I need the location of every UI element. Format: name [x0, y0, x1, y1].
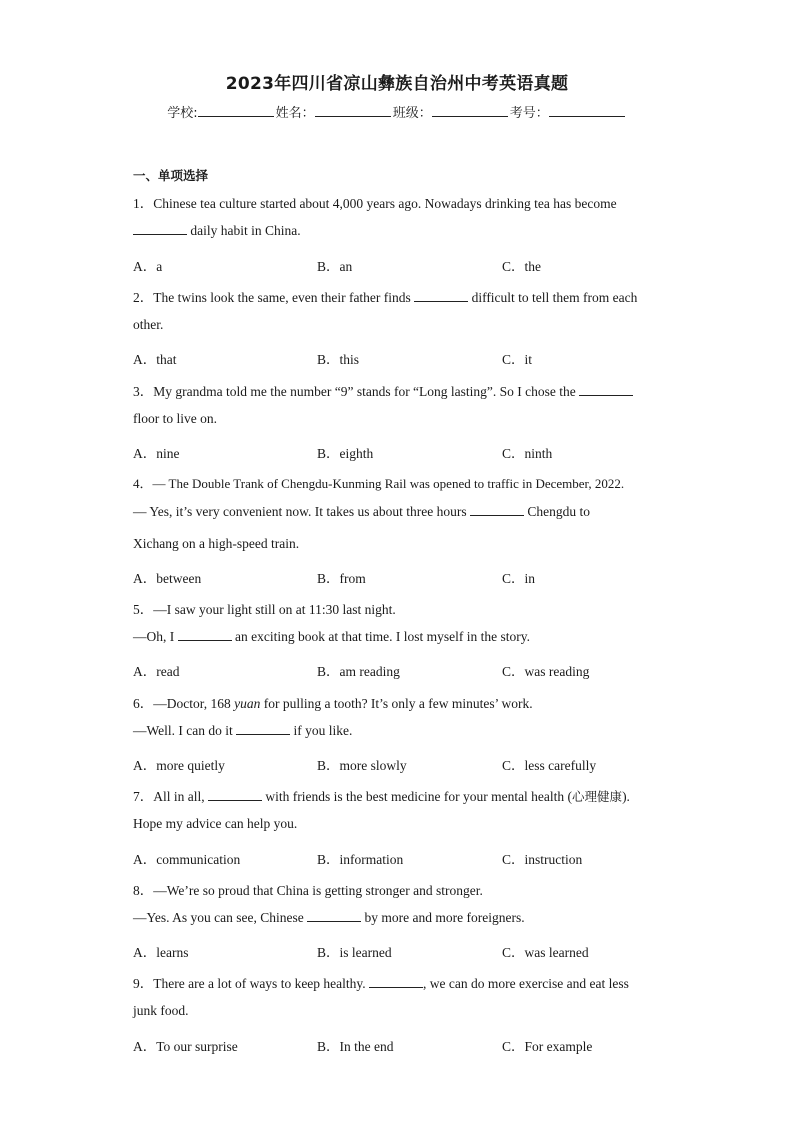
italic-term: yuan [234, 696, 261, 711]
option-c[interactable]: C．it [502, 352, 533, 367]
question-text: — Yes, it’s very convenient now. It takes us about three hours [133, 504, 470, 519]
question-text: 6．—Doctor, 168 [133, 696, 235, 711]
question-text: an exciting book at that time. I lost myself in the story. [231, 629, 530, 644]
option-b[interactable]: B．this [317, 352, 360, 367]
school-label: 学校: [167, 106, 198, 121]
option-a[interactable]: A．learns [133, 945, 189, 960]
chinese-gloss: 心理健康 [572, 789, 623, 804]
question-7-line-2: Hope my advice can help you. [133, 816, 298, 831]
question-5-line-1: 5．—I saw your light still on at 11:30 last night. [133, 602, 396, 617]
option-c[interactable]: C．For example [502, 1039, 593, 1054]
question-text: 2．The twins look the same, even their father finds [133, 290, 415, 305]
name-label: 姓名： [275, 106, 315, 121]
question-text: difficult to tell them from each [468, 290, 638, 305]
question-text: ). [622, 789, 630, 804]
option-a[interactable]: A．To our surprise [133, 1039, 238, 1054]
answer-blank [579, 385, 633, 396]
option-c[interactable]: C．in [502, 571, 536, 586]
page-title: 2023年四川省凉山彝族自治州中考英语真题 [225, 74, 569, 94]
answer-blank [208, 790, 262, 801]
question-5-line-2 [133, 629, 530, 645]
name-field[interactable] [315, 104, 391, 117]
question-text: 7．All in all, [133, 789, 208, 804]
answer-blank [307, 911, 361, 922]
question-6-line-2 [133, 723, 352, 739]
option-b[interactable]: B．information [317, 852, 404, 867]
question-8-line-2 [133, 910, 525, 926]
student-info-line [0, 102, 794, 121]
option-c[interactable]: C．was learned [502, 945, 589, 960]
question-9-line-1 [133, 972, 629, 992]
question-1-line-2 [133, 223, 301, 239]
answer-blank [133, 224, 187, 235]
option-c[interactable]: C．was reading [502, 664, 590, 679]
question-3-line-1 [133, 380, 633, 400]
option-c[interactable]: C．instruction [502, 852, 583, 867]
answer-blank [236, 724, 290, 735]
question-8-line-1: 8．—We’re so proud that China is getting stronger and stronger. [133, 883, 483, 898]
question-text: daily habit in China. [187, 223, 301, 238]
option-c[interactable]: C．ninth [502, 446, 553, 461]
option-a[interactable]: A．read [133, 664, 180, 679]
question-text: Chengdu to [523, 504, 590, 519]
question-text: for pulling a tooth? It’s only a few minutes’ work. [260, 696, 533, 711]
question-text: —Well. I can do it [133, 723, 237, 738]
option-a[interactable]: A．that [133, 352, 177, 367]
question-text: 3．My grandma told me the number “9” stands for “Long lasting”. So I chose the [133, 384, 580, 399]
option-b[interactable]: B．am reading [317, 664, 400, 679]
question-2-line-1 [133, 286, 637, 306]
answer-blank [414, 291, 468, 302]
option-a[interactable]: A．communication [133, 852, 241, 867]
question-3-line-2: floor to live on. [133, 411, 217, 426]
question-text: by more and more foreigners. [361, 910, 525, 925]
question-7-line-1 [133, 785, 630, 805]
question-1-line-1 [133, 192, 617, 212]
exam-number-field[interactable] [549, 104, 625, 117]
school-field[interactable] [198, 104, 274, 117]
option-a[interactable]: A．between [133, 571, 202, 586]
option-b[interactable]: B．an [317, 259, 353, 274]
class-field[interactable] [432, 104, 508, 117]
question-text: —Yes. As you can see, Chinese [133, 910, 308, 925]
question-6-line-1 [133, 692, 533, 712]
question-4-line-2 [133, 504, 590, 520]
option-a[interactable]: A．more quietly [133, 758, 225, 773]
option-a[interactable]: A．nine [133, 446, 180, 461]
question-text: —Oh, I [133, 629, 178, 644]
option-a[interactable]: A．a [133, 259, 163, 274]
question-text: with friends is the best medicine for your mental health ( [262, 789, 573, 804]
question-text: 1．Chinese tea culture started about 4,000 years ago. Nowadays drinking tea has become [133, 196, 617, 211]
option-b[interactable]: B．more slowly [317, 758, 407, 773]
exam-number-label: 考号： [509, 106, 549, 121]
option-b[interactable]: B．In the end [317, 1039, 394, 1054]
question-text: if you like. [290, 723, 353, 738]
question-text: 9．There are a lot of ways to keep healthy. [133, 976, 370, 991]
option-b[interactable]: B．from [317, 571, 366, 586]
question-9-line-2: junk food. [133, 1003, 189, 1018]
option-b[interactable]: B．is learned [317, 945, 392, 960]
option-b[interactable]: B．eighth [317, 446, 374, 461]
class-label: 班级： [392, 106, 432, 121]
option-c[interactable]: C．less carefully [502, 758, 597, 773]
answer-blank [470, 505, 524, 516]
section-title: 一、单项选择 [133, 168, 209, 183]
option-c[interactable]: C．the [502, 259, 541, 274]
question-4-line-3: Xichang on a high-speed train. [133, 536, 300, 551]
question-4-line-1: 4．— The Double Trank of Chengdu-Kunming Rail was opened to traffic in December, 2022. [133, 476, 625, 491]
answer-blank [178, 630, 232, 641]
question-text: , we can do more exercise and eat less [423, 976, 629, 991]
answer-blank [369, 977, 423, 988]
question-2-line-2: other. [133, 317, 164, 332]
